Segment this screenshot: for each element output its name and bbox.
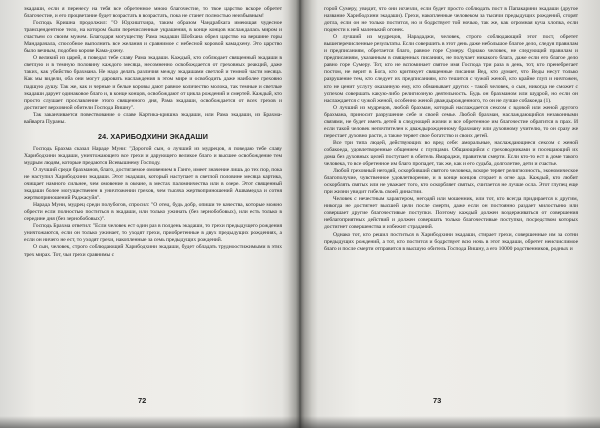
left-page-text [24,6,282,259]
paragraph: Человек с нечестным характером, негодяй или мошенник, или тот, кто всегда придирается к другим, никогда не достигнет высшей цели после смерти, даже если он постоянно раздает милостыню или совершает другие благочестивые поступки. Поэтому каждый должен воздерживаться от совершения неблагоприятных действий и должен совершать только благочестивые поступки, посредством которых достигнет совершенства и избежит страданий. [324,196,578,231]
page-number: 73 [433,396,442,405]
paragraph: О великий из царей, я поведал тебе славу Рама экадаши. Каждый, кто соблюдает священный экадаши в светлую и в темную половину каждого месяца, несомненно освобождается от греховных реакций, даже таких, как убийство брахмана. Не надо делать различия между экадашами светлой и темной части месяца. Как мы видели, оба они могут даровать наслаждения в этом мире и освободить даже наиболее греховно падшую душу. Так же, как и черные и белые коровы дают равное количество молока, так темные и светлые экадаши дарует одинаковое благо и, в конце концов, освобождают от цикла рождений и смертей. Каждый, кто просто слушает прославление этого священного дня, Рама экадаши, освобождается от всех грехов и достигает верховной обители Господа Вишну". [24,55,282,111]
paragraph: Господь Брахма ответил: "Если человек ест один раз в полдень экадаши, то грехи предыдущего рождения уничтожаются, если он только ужинает, то уходят грехи, приобретенные в двух предыдущих рождениях, а если он ничего не ест, то уходят грехи, накопленные за семь предыдущих рождений. [24,223,282,244]
page-bottom-edge [0,416,600,428]
chapter-title: 24. ХАРИБОДХИНИ ЭКАДАШИ [98,131,208,141]
paragraph: экадаши, если я перенесу на тебя все обретенное мною благочестие, то твое царство вскоре обретет благочестие, и его процветание будет возрастать в возрастать, пока не станет полностью неизбывным! [24,6,282,20]
paragraph: Все три типа людей, действующих во вред себе: аморальные, наслаждающиеся сексом с женой собакоеда, удовлетворенные общением с глупцами. Общающийся с греховодниками и посещающий их дома без духовных целей поступает в обитель Ямараджи, правителя смерти. Если кто-то ест в доме такого человека, то все обретенное им благо пропадет, так же, как и его судьба, долголетие, дети и счастье. [324,139,578,168]
paragraph: О лучший из мудрецов, любой брахман, который наслаждается сексом с вдовой или женой другого брахмана, приносит разрушение себе и своей семье. Любой брахман, наслаждающийся незаконными связями, не будет иметь детей в следующей жизни и все обретенное им благочестие обратится в прах. И если такой человек непочтителен к дваждырожденному брахману или духовному учителю, то он сразу же перестает духовно расти, а также теряет свое богатство и своих детей. [324,104,578,139]
right-page-text [324,6,578,253]
page-number: 72 [138,396,147,405]
paragraph: О лучший из мудрецов, Нарададжи, человек, строго соблюдающий этот пост, обретет вышеперечисленные результаты. Если совершить в этот день даже небольшое благое дело, следуя правилам и предписаниям, обретается благо, равное горе Сумеру. Однако человек, не следующий правилам и предписаниям, указанным в священных писаниях, не получает никакого блага, даже если его благое дело равно горе Сумеру. Тот, кто не вспоминает святое имя Господа три раза в день, тот, кто пренебрегает постом, не верит в Бога, кто критикует священные писания Вед, кто думает, что Веды несут только разрушение тем, кто следует их предписаниям, кто тешится с чужой женой, кто крайне глуп и ничтожен, кто не ценит услугу оказанную ему, кто обманывает других - такой человек, о сын, никогда не сможет с успехом совершать какую-либо религиозную деятельность. Будь он брахманом или шудрой, но если он наслаждается с чужой женой, особенно женой дваждырожденного, то он не лучше собакоеда (1). [324,34,578,104]
paragraph: Однако тот, кто решил поститься в Харибодхини экадаши, стирает грехи, совершенные им за сотни предыдущих рождений, а тот, кто постится и бодрствует всю ночь в этот экадаши, обретет неисчислимое благо и после смерти отправится в высшую обитель Господа Вишну, а его 10000 родственников, родных и [324,231,578,252]
paragraph: О сын, человек, строго соблюдающий Харибодхини экадаши, будет обладать трудноостижимыми в этих трех мирах. Тот, чьи грехи сравнимы с [24,244,282,258]
paragraph: Так заканчивается повествование о славе Картика-кришна экадаши, или Рама экадаши, из Брахма-вайварта Пураны. [24,111,282,125]
paragraph: О лучший среди брахманов, благо, достигаемое омовением в Ганге, имеет значение лишь до тех пор, пока не наступил Харибодхини экадаши. Этот экадаши, который наступает в светлой половине месяца картика, очищает намного сильнее, чем омовение в океане, в местах паломничества или в озере. Этот священный экадаши более могущественен в уничтожении грехов, чем тысяча жертвоприношений Ашвамедха и сотня жертвоприношений Раджасуйя". [24,166,282,202]
paragraph: Нарада Муни, мудрец среди полубогов, спросил: "О отец, будь добр, опиши те качества, которые можно обрести если полностью поститься в экадаши, или только ужинать (без зернобобовых), или есть только в середине дня (без зернобобовых)". [24,202,282,223]
paragraph: Любой греховный негодяй, оскорбивший святого человека, вскоре теряет религиозность, экономическое благополучие, чувственное удовлетворение, и в конце концов сгорает в огне ада. Каждый, кто любит оскорблять святых или не уважает того, кто оскорбляет святых, считается не лучше осла. Этот глупец еще при жизни увидит гибель своей династии. [324,168,578,196]
paragraph: Господь Брахма сказал Нараде Муни: "Дорогой сын, о лучший из мудрецов, я поведаю тебе славу Харибодхини экадаши, уничтожающего все грехи и дарующего великое благо и высшее освобождение тем мудрым людям, которые предаются Всевышнему Господу. [24,145,282,166]
paragraph: горой Сумеру, увидит, что они исчезли, если будет просто соблюдать пост в Папакарини экадаши (другое название Харибодхини экадаши). Грехи, накопленные человеком за тысячи предыдущих рождений, сгорят дотла, если он не только постится, но и бодрствует той ночью, так же, как огромная куча хлопка, если поднести к ней маленький огонек. [324,6,578,34]
right-page [300,0,600,428]
paragraph: Господь Кришна продолжил: "О Юдхиштхира, таким образом Чандрабхага имеющая чудесное трансцендентное тело, на котором были перечисленные украшения, в конце концов наслаждалась миром и счастьем со своим мужем. Благодаря могуществу Рама экадаши Шобхана обрел царство на вершине горы Мандарачала, способное выполнить все желания и сравнимое с небесной коровой камадхену. Это царство было вечным, подобно корове Кама-дхену. [24,20,282,55]
